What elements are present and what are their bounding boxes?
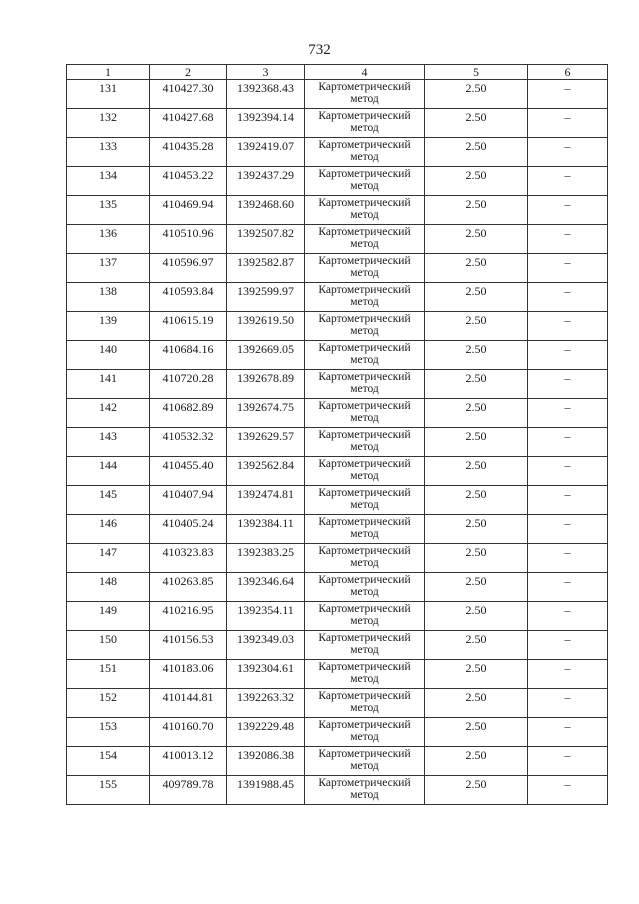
point-number-cell: 148 [67,573,150,602]
note-cell: – [528,399,608,428]
table-row [67,80,608,109]
note-cell: – [528,254,608,283]
accuracy-cell: 2.50 [425,283,528,312]
table-row [67,544,608,573]
y-coordinate-cell: 1391988.45 [227,776,305,805]
x-coordinate-cell: 410427.30 [150,80,227,109]
accuracy-cell: 2.50 [425,428,528,457]
table-row [67,776,608,805]
x-coordinate-cell: 410593.84 [150,283,227,312]
note-cell: – [528,573,608,602]
y-coordinate-cell: 1392507.82 [227,225,305,254]
x-coordinate-cell: 410510.96 [150,225,227,254]
note-cell: – [528,689,608,718]
method-cell: Картометрический метод [305,312,425,341]
point-number-cell: 155 [67,776,150,805]
x-coordinate-cell: 410469.94 [150,196,227,225]
table-row [67,718,608,747]
accuracy-cell: 2.50 [425,631,528,660]
method-cell: Картометрический метод [305,80,425,109]
y-coordinate-cell: 1392346.64 [227,573,305,602]
note-cell: – [528,428,608,457]
accuracy-cell: 2.50 [425,370,528,399]
x-coordinate-cell: 410684.16 [150,341,227,370]
point-number-cell: 152 [67,689,150,718]
table-row [67,109,608,138]
note-cell: – [528,167,608,196]
point-number-cell: 138 [67,283,150,312]
table-row [67,515,608,544]
note-cell: – [528,370,608,399]
note-cell: – [528,776,608,805]
y-coordinate-cell: 1392582.87 [227,254,305,283]
point-number-cell: 134 [67,167,150,196]
table-body [67,80,608,805]
table-row [67,196,608,225]
x-coordinate-cell: 410682.89 [150,399,227,428]
point-number-cell: 136 [67,225,150,254]
y-coordinate-cell: 1392678.89 [227,370,305,399]
point-number-cell: 143 [67,428,150,457]
method-cell: Картометрический метод [305,428,425,457]
method-cell: Картометрический метод [305,573,425,602]
table-row [67,602,608,631]
note-cell: – [528,718,608,747]
y-coordinate-cell: 1392474.81 [227,486,305,515]
x-coordinate-cell: 410156.53 [150,631,227,660]
table-row [67,486,608,515]
column-header: 6 [528,65,608,80]
table-row [67,399,608,428]
y-coordinate-cell: 1392384.11 [227,515,305,544]
table-row [67,167,608,196]
x-coordinate-cell: 410596.97 [150,254,227,283]
x-coordinate-cell: 410216.95 [150,602,227,631]
method-cell: Картометрический метод [305,689,425,718]
accuracy-cell: 2.50 [425,486,528,515]
point-number-cell: 131 [67,80,150,109]
accuracy-cell: 2.50 [425,399,528,428]
point-number-cell: 132 [67,109,150,138]
note-cell: – [528,660,608,689]
method-cell: Картометрический метод [305,167,425,196]
coordinates-table [66,64,608,805]
point-number-cell: 144 [67,457,150,486]
point-number-cell: 146 [67,515,150,544]
method-cell: Картометрический метод [305,399,425,428]
accuracy-cell: 2.50 [425,109,528,138]
y-coordinate-cell: 1392229.48 [227,718,305,747]
x-coordinate-cell: 410263.85 [150,573,227,602]
y-coordinate-cell: 1392562.84 [227,457,305,486]
accuracy-cell: 2.50 [425,515,528,544]
x-coordinate-cell: 410532.32 [150,428,227,457]
point-number-cell: 133 [67,138,150,167]
y-coordinate-cell: 1392599.97 [227,283,305,312]
y-coordinate-cell: 1392354.11 [227,602,305,631]
method-cell: Картометрический метод [305,660,425,689]
note-cell: – [528,631,608,660]
accuracy-cell: 2.50 [425,660,528,689]
table-row [67,689,608,718]
table-row [67,747,608,776]
note-cell: – [528,196,608,225]
note-cell: – [528,225,608,254]
accuracy-cell: 2.50 [425,747,528,776]
table-row [67,254,608,283]
x-coordinate-cell: 410013.12 [150,747,227,776]
point-number-cell: 147 [67,544,150,573]
x-coordinate-cell: 410453.22 [150,167,227,196]
point-number-cell: 139 [67,312,150,341]
method-cell: Картометрический метод [305,486,425,515]
accuracy-cell: 2.50 [425,776,528,805]
y-coordinate-cell: 1392669.05 [227,341,305,370]
point-number-cell: 135 [67,196,150,225]
method-cell: Картометрический метод [305,196,425,225]
note-cell: – [528,109,608,138]
note-cell: – [528,80,608,109]
x-coordinate-cell: 410183.06 [150,660,227,689]
table-header [67,65,608,80]
y-coordinate-cell: 1392349.03 [227,631,305,660]
point-number-cell: 150 [67,631,150,660]
header-row [67,65,608,80]
table-row [67,631,608,660]
y-coordinate-cell: 1392263.32 [227,689,305,718]
method-cell: Картометрический метод [305,515,425,544]
method-cell: Картометрический метод [305,138,425,167]
method-cell: Картометрический метод [305,254,425,283]
point-number-cell: 141 [67,370,150,399]
accuracy-cell: 2.50 [425,718,528,747]
accuracy-cell: 2.50 [425,689,528,718]
note-cell: – [528,747,608,776]
point-number-cell: 154 [67,747,150,776]
note-cell: – [528,312,608,341]
accuracy-cell: 2.50 [425,457,528,486]
note-cell: – [528,283,608,312]
point-number-cell: 151 [67,660,150,689]
y-coordinate-cell: 1392619.50 [227,312,305,341]
x-coordinate-cell: 410144.81 [150,689,227,718]
table-row [67,225,608,254]
accuracy-cell: 2.50 [425,80,528,109]
y-coordinate-cell: 1392368.43 [227,80,305,109]
accuracy-cell: 2.50 [425,225,528,254]
y-coordinate-cell: 1392629.57 [227,428,305,457]
note-cell: – [528,341,608,370]
table-row [67,457,608,486]
method-cell: Картометрический метод [305,776,425,805]
method-cell: Картометрический метод [305,602,425,631]
point-number-cell: 153 [67,718,150,747]
method-cell: Картометрический метод [305,109,425,138]
table-row [67,573,608,602]
x-coordinate-cell: 410435.28 [150,138,227,167]
accuracy-cell: 2.50 [425,341,528,370]
y-coordinate-cell: 1392674.75 [227,399,305,428]
column-header: 3 [227,65,305,80]
page-number: 732 [308,42,331,58]
y-coordinate-cell: 1392394.14 [227,109,305,138]
y-coordinate-cell: 1392419.07 [227,138,305,167]
accuracy-cell: 2.50 [425,312,528,341]
note-cell: – [528,544,608,573]
method-cell: Картометрический метод [305,225,425,254]
accuracy-cell: 2.50 [425,138,528,167]
point-number-cell: 145 [67,486,150,515]
table-row [67,370,608,399]
table-row [67,428,608,457]
x-coordinate-cell: 410427.68 [150,109,227,138]
table-row [67,283,608,312]
point-number-cell: 142 [67,399,150,428]
x-coordinate-cell: 410160.70 [150,718,227,747]
accuracy-cell: 2.50 [425,602,528,631]
y-coordinate-cell: 1392304.61 [227,660,305,689]
y-coordinate-cell: 1392437.29 [227,167,305,196]
y-coordinate-cell: 1392468.60 [227,196,305,225]
accuracy-cell: 2.50 [425,573,528,602]
x-coordinate-cell: 410455.40 [150,457,227,486]
method-cell: Картометрический метод [305,544,425,573]
note-cell: – [528,486,608,515]
x-coordinate-cell: 410407.94 [150,486,227,515]
method-cell: Картометрический метод [305,283,425,312]
note-cell: – [528,602,608,631]
column-header: 1 [67,65,150,80]
point-number-cell: 149 [67,602,150,631]
column-header: 2 [150,65,227,80]
point-number-cell: 140 [67,341,150,370]
note-cell: – [528,457,608,486]
y-coordinate-cell: 1392086.38 [227,747,305,776]
method-cell: Картометрический метод [305,718,425,747]
table-row [67,312,608,341]
table-row [67,138,608,167]
point-number-cell: 137 [67,254,150,283]
x-coordinate-cell: 409789.78 [150,776,227,805]
x-coordinate-cell: 410323.83 [150,544,227,573]
y-coordinate-cell: 1392383.25 [227,544,305,573]
column-header: 4 [305,65,425,80]
method-cell: Картометрический метод [305,370,425,399]
accuracy-cell: 2.50 [425,544,528,573]
column-header: 5 [425,65,528,80]
x-coordinate-cell: 410720.28 [150,370,227,399]
table-row [67,341,608,370]
x-coordinate-cell: 410405.24 [150,515,227,544]
method-cell: Картометрический метод [305,341,425,370]
note-cell: – [528,138,608,167]
method-cell: Картометрический метод [305,631,425,660]
accuracy-cell: 2.50 [425,254,528,283]
note-cell: – [528,515,608,544]
method-cell: Картометрический метод [305,457,425,486]
x-coordinate-cell: 410615.19 [150,312,227,341]
accuracy-cell: 2.50 [425,196,528,225]
accuracy-cell: 2.50 [425,167,528,196]
table-row [67,660,608,689]
method-cell: Картометрический метод [305,747,425,776]
